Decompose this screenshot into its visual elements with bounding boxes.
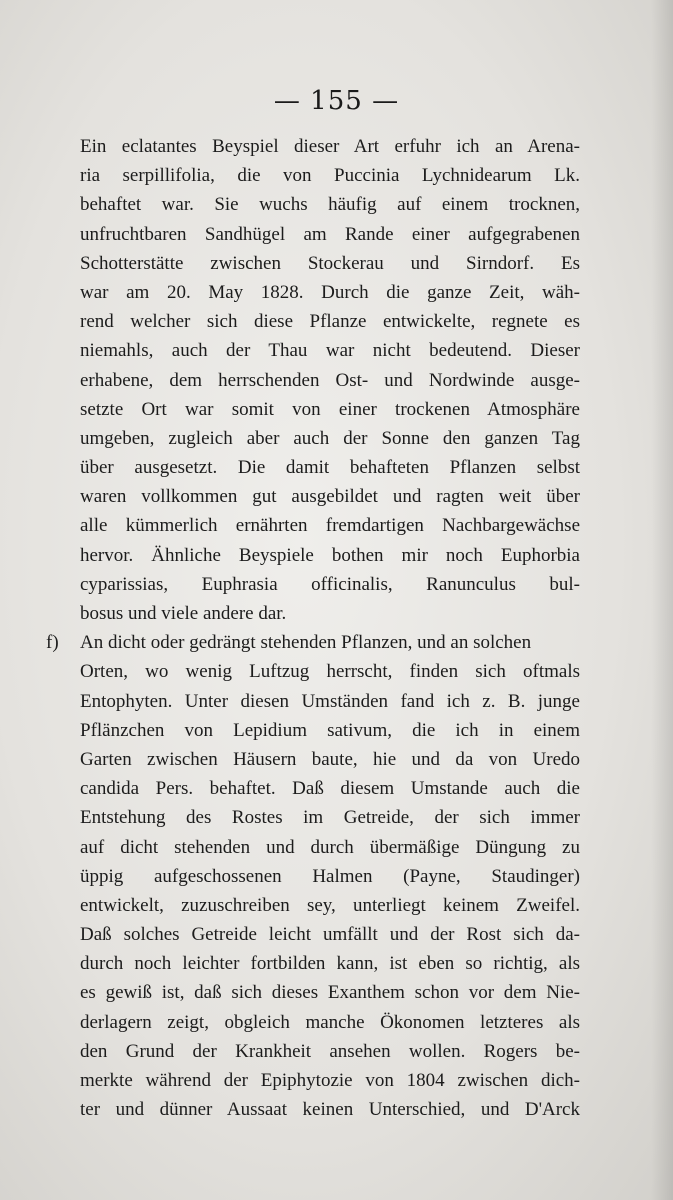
text-line: Daß solches Getreide leicht umfällt und der Rost sich da-: [80, 924, 580, 946]
text-line: unfruchtbaren Sandhügel am Rande einer aufgegrabenen: [80, 223, 580, 245]
text-line: über ausgesetzt. Die damit behafteten Pflanzen selbst: [80, 457, 580, 479]
text-line: ter und dünner Aussaat keinen Unterschied, und D'Arck: [80, 1099, 580, 1121]
text-line: den Grund der Krankheit ansehen wollen. Rogers be-: [80, 1040, 580, 1062]
paragraph-2: [46, 628, 580, 1124]
text-line: üppig aufgeschossenen Halmen (Payne, Staudinger): [80, 865, 580, 887]
text-line: es gewiß ist, daß sich dieses Exanthem schon vor dem Nie-: [80, 982, 580, 1004]
text-line: umgeben, zugleich aber auch der Sonne den ganzen Tag: [80, 427, 580, 449]
text-line: durch noch leichter fortbilden kann, ist eben so richtig, als: [80, 953, 580, 975]
text-line: rend welcher sich diese Pflanze entwickelte, regnete es: [80, 311, 580, 333]
text-line: Pflänzchen von Lepidium sativum, die ich in einem: [80, 719, 580, 741]
text-line: setzte Ort war somit von einer trockenen Atmosphäre: [80, 398, 580, 420]
paragraph-1: [80, 132, 580, 628]
text-line: behaftet war. Sie wuchs häufig auf einem trocknen,: [80, 194, 580, 216]
text-line: [46, 628, 580, 657]
text-line: Schotterstätte zwischen Stockerau und Sirndorf. Es: [80, 252, 580, 274]
list-marker: f): [46, 632, 59, 654]
text-line: cyparissias, Euphrasia officinalis, Ranunculus bul-: [80, 573, 580, 595]
text-line: niemahls, auch der Thau war nicht bedeutend. Dieser: [80, 340, 580, 362]
text-line: ria serpillifolia, die von Puccinia Lychnidearum Lk.: [80, 165, 580, 187]
page-number: — 155 —: [273, 86, 400, 116]
text-line: entwickelt, zuzuschreiben sey, unterliegt keinem Zweifel.: [80, 894, 580, 916]
page-body: [46, 132, 580, 1124]
text-line: Orten, wo wenig Luftzug herrscht, finden sich oftmals: [80, 661, 580, 683]
text-line: war am 20. May 1828. Durch die ganze Zeit, wäh-: [80, 281, 580, 303]
text-line: Garten zwischen Häusern baute, hie und da von Uredo: [80, 748, 580, 770]
page-edge-shadow: [651, 0, 673, 1200]
text-line: hervor. Ähnliche Beyspiele bothen mir noch Euphorbia: [80, 544, 580, 566]
text-line: Ein eclatantes Beyspiel dieser Art erfuhr ich an Arena-: [80, 136, 580, 157]
text-line-content: An dicht oder gedrängt stehenden Pflanzen, und an solchen: [80, 632, 532, 654]
text-line: Entophyten. Unter diesen Umständen fand ich z. B. junge: [80, 690, 580, 712]
text-line: auf dicht stehenden und durch übermäßige Düngung zu: [80, 836, 580, 858]
text-line: candida Pers. behaftet. Daß diesem Umstande auch die: [80, 778, 580, 800]
text-line: Entstehung des Rostes im Getreide, der sich immer: [80, 807, 580, 829]
text-line: bosus und viele andere dar.: [80, 603, 287, 624]
text-line: waren vollkommen gut ausgebildet und ragten weit über: [80, 486, 580, 508]
text-line: erhabene, dem herrschenden Ost- und Nordwinde ausge-: [80, 369, 580, 391]
text-line: derlagern zeigt, obgleich manche Ökonomen letzteres als: [80, 1011, 580, 1033]
text-line: alle kümmerlich ernährten fremdartigen Nachbargewächse: [80, 515, 580, 537]
text-line: merkte während der Epiphytozie von 1804 zwischen dich-: [80, 1070, 580, 1091]
